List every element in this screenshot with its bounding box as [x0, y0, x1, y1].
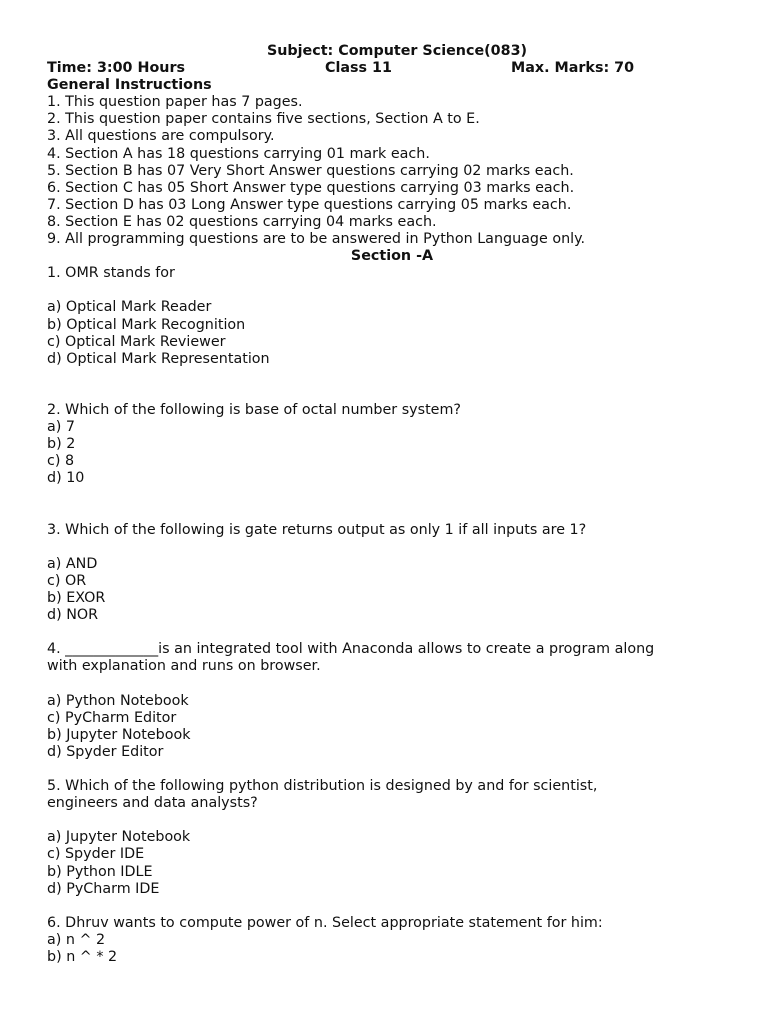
option-a: a) Optical Mark Reader — [47, 299, 212, 316]
option-b: b) Jupyter Notebook — [47, 726, 191, 743]
spacer — [47, 898, 737, 915]
option-d: d) Spyder Editor — [47, 743, 164, 760]
instruction-item: 5. Section B has 07 Very Short Answer questions carrying 02 marks each. — [47, 162, 574, 179]
question-1 — [47, 265, 737, 368]
question-text-continued: with explanation and runs on browser. — [47, 658, 321, 675]
paper-header-row — [47, 60, 737, 77]
spacer — [47, 282, 737, 299]
class-label: Class 11 — [325, 60, 392, 77]
instruction-item: 7. Section D has 03 Long Answer type questions carrying 05 marks each. — [47, 196, 572, 213]
instructions-list — [47, 94, 737, 248]
question-text: 6. Dhruv wants to compute power of n. Select appropriate statement for him: — [47, 914, 603, 931]
question-text: 4. _____________is an integrated tool with Anaconda allows to create a program along — [47, 641, 655, 658]
option-c: c) Spyder IDE — [47, 846, 145, 863]
spacer — [47, 368, 737, 385]
instructions-title: General Instructions — [47, 77, 212, 94]
spacer — [47, 812, 737, 829]
question-text: 1. OMR stands for — [47, 265, 175, 282]
option-d: d) Optical Mark Representation — [47, 350, 270, 367]
option-d: d) PyCharm IDE — [47, 880, 160, 897]
question-2 — [47, 402, 737, 487]
spacer — [47, 624, 737, 641]
option-b: b) Optical Mark Recognition — [47, 316, 246, 333]
question-text: 3. Which of the following is gate returns output as only 1 if all inputs are 1? — [47, 521, 587, 538]
option-b: b) n ^ * 2 — [47, 948, 118, 965]
question-text-continued: engineers and data analysts? — [47, 795, 258, 812]
time-allowed: Time: 3:00 Hours — [47, 60, 186, 77]
question-5 — [47, 778, 737, 898]
instruction-item: 6. Section C has 05 Short Answer type questions carrying 03 marks each. — [47, 179, 575, 196]
option-b: b) 2 — [47, 436, 76, 453]
instruction-item: 9. All programming questions are to be answered in Python Language only. — [47, 231, 586, 248]
instruction-item: 3. All questions are compulsory. — [47, 128, 275, 145]
instruction-item: 8. Section E has 02 questions carrying 04 marks each. — [47, 213, 437, 230]
section-title: Section -A — [350, 248, 434, 265]
option-b: b) EXOR — [47, 590, 106, 606]
spacer — [47, 675, 737, 692]
spacer — [47, 761, 737, 778]
option-c: c) PyCharm Editor — [47, 709, 177, 726]
spacer — [47, 487, 737, 504]
option-d: d) 10 — [47, 470, 85, 487]
option-c: c) 8 — [47, 453, 75, 470]
question-4 — [47, 641, 737, 761]
spacer — [47, 539, 737, 556]
question-6 — [47, 915, 737, 966]
option-a: a) Python Notebook — [47, 692, 189, 709]
question-text: 2. Which of the following is base of octal number system? — [47, 401, 461, 418]
instruction-item: 2. This question paper contains five sections, Section A to E. — [47, 111, 480, 128]
instruction-item: 1. This question paper has 7 pages. — [47, 94, 303, 111]
question-text: 5. Which of the following python distribution is designed by and for scientist, — [47, 778, 598, 795]
option-a: a) AND — [47, 555, 98, 572]
subject-title: Subject: Computer Science(083) — [266, 43, 528, 59]
question-paper — [47, 43, 737, 966]
spacer — [47, 385, 737, 402]
question-3 — [47, 522, 737, 625]
option-c: c) Optical Mark Reviewer — [47, 333, 226, 350]
option-a: a) n ^ 2 — [47, 931, 106, 948]
option-a: a) 7 — [47, 419, 75, 436]
spacer — [47, 505, 737, 522]
instruction-item: 4. Section A has 18 questions carrying 01 mark each. — [47, 145, 430, 162]
option-b: b) Python IDLE — [47, 863, 153, 880]
option-a: a) Jupyter Notebook — [47, 829, 191, 846]
option-d: d) NOR — [47, 607, 99, 624]
max-marks: Max. Marks: 70 — [511, 60, 635, 77]
option-c: c) OR — [47, 572, 87, 589]
